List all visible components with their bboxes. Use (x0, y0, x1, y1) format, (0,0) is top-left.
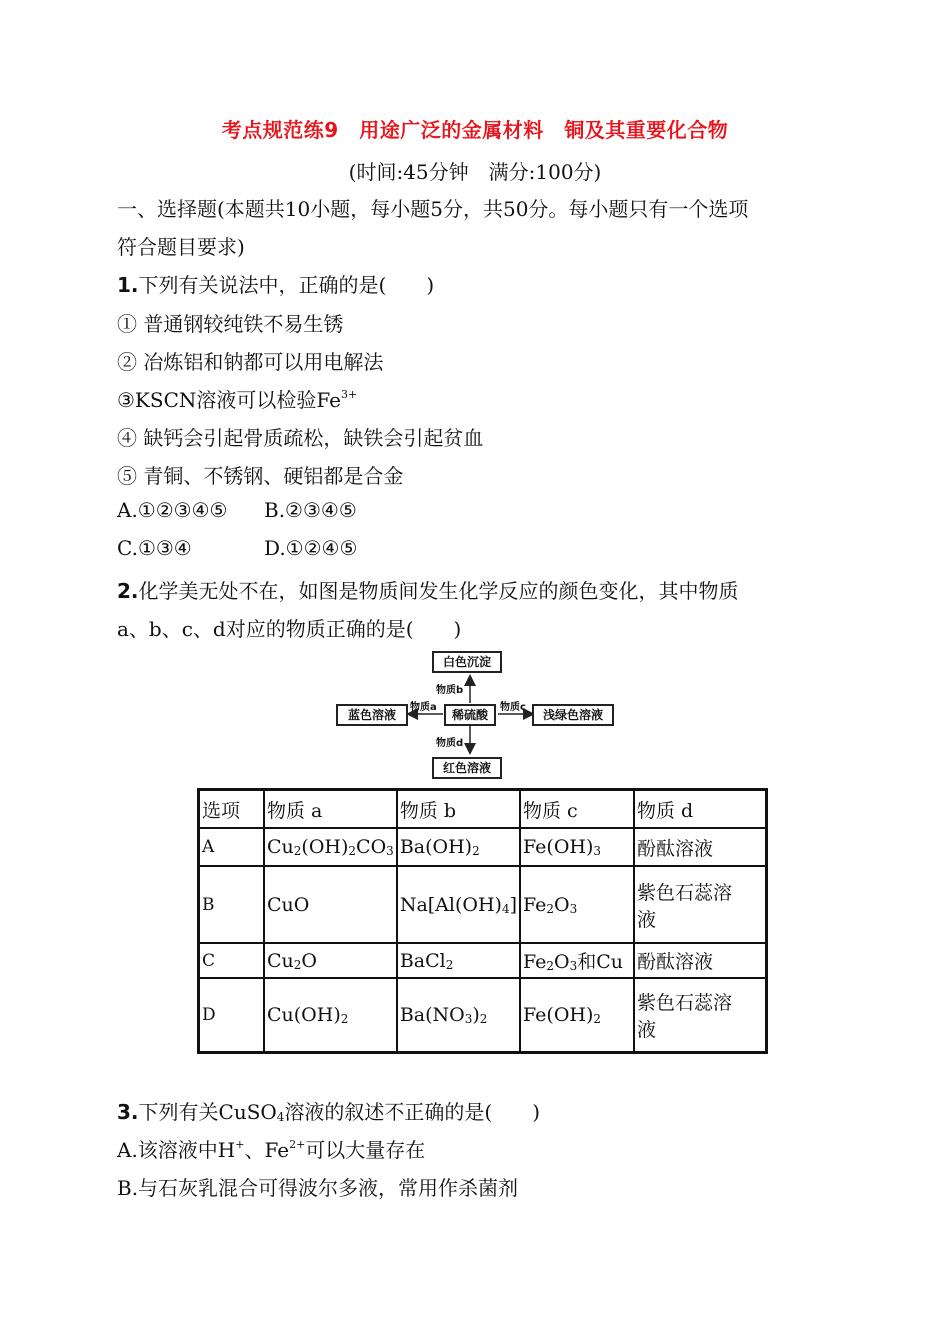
cell-formula: BaCl$_2$ (397, 943, 520, 978)
charge-superscript: + (235, 1138, 245, 1151)
cell-formula: $Cu_2(OH)_2CO_3$ (264, 828, 397, 866)
header-cell: 选项 (199, 790, 265, 829)
label-substance-b: 物质b (436, 685, 464, 696)
box-light-green-solution: 浅绿色溶液 (532, 704, 614, 726)
q1-item-4: ④ 缺钙会引起骨质疏松，缺铁会引起贫血 (117, 426, 484, 450)
cell-text-line: 液 (637, 908, 657, 931)
charge-superscript: 3+ (341, 388, 358, 401)
header-cell: 物质 a (264, 790, 397, 829)
box-blue-solution: 蓝色溶液 (336, 704, 408, 726)
cell-formula: $Cu_2O$ (264, 943, 397, 978)
cell-text-line: 液 (637, 1019, 657, 1041)
cell-text (634, 978, 767, 1053)
table-row (199, 943, 767, 978)
question-1-stem (117, 269, 434, 298)
question-number: 1. (117, 273, 139, 297)
section-heading-line2: 符合题目要求) (117, 235, 245, 259)
cell-formula: $Fe_2O_3$ (520, 866, 634, 943)
option-text: A.该溶液中H (117, 1138, 236, 1162)
box-red-solution: 红色溶液 (432, 757, 502, 779)
cell-text: 酚酞溶液 (634, 828, 767, 866)
q1-item-3 (117, 384, 357, 413)
table-row (199, 978, 767, 1053)
charge-superscript: 2+ (289, 1138, 306, 1151)
question-text: 溶液的叙述不正确的是( ) (284, 1100, 541, 1124)
table-header-row (199, 790, 767, 829)
header-cell: 物质 c (520, 790, 634, 829)
option-text: 、Fe (244, 1138, 290, 1162)
page-title: 考点规范练9 用途广泛的金属材料 铜及其重要化合物 (221, 118, 729, 142)
q3-option-b[interactable]: B.与石灰乳混合可得波尔多液，常用作杀菌剂 (117, 1176, 519, 1200)
q1-item-1: ① 普通钢较纯铁不易生锈 (117, 312, 344, 336)
option-letter: C (199, 943, 265, 978)
cell-formula: $Na[Al(OH)_4]$ (397, 866, 520, 943)
time-score-info: (时间:45分钟 满分:100分) (348, 160, 602, 184)
label-substance-a: 物质a (410, 702, 437, 713)
subscript: 4 (276, 1110, 285, 1124)
cell-formula: $Fe(OH)_2$ (520, 978, 634, 1053)
header-cell: 物质 b (397, 790, 520, 829)
table-row (199, 866, 767, 943)
option-letter: A (199, 828, 265, 866)
cell-formula: $Fe_2O_3$和Cu (520, 943, 634, 978)
options-table (197, 788, 768, 1054)
question-2-stem-line1 (117, 575, 739, 604)
question-text: 化学美无处不在，如图是物质间发生化学反应的颜色变化，其中物质 (138, 579, 739, 603)
option-letter: B (199, 866, 265, 943)
question-2-stem-line2: a、b、c、d对应的物质正确的是( ) (117, 617, 462, 641)
cell-formula: $Ba(OH)_2$ (397, 828, 520, 866)
box-white-precipitate: 白色沉淀 (432, 651, 502, 673)
q1-item-2: ② 冶炼铝和钠都可以用电解法 (117, 350, 384, 374)
box-dilute-sulfuric-acid: 稀硫酸 (444, 704, 496, 726)
table-row (199, 828, 767, 866)
header-cell: 物质 d (634, 790, 767, 829)
reaction-diagram (336, 648, 616, 778)
cell-formula: $Cu(OH)_2$ (264, 978, 397, 1053)
cell-formula: CuO (264, 866, 397, 943)
q3-option-a[interactable] (117, 1134, 425, 1163)
q1-option-c[interactable]: C.①③④ (117, 536, 192, 560)
label-substance-d: 物质d (436, 738, 464, 749)
cell-text: 酚酞溶液 (634, 943, 767, 978)
q1-item-3-text: ③KSCN溶液可以检验Fe (117, 388, 341, 412)
q1-item-5: ⑤ 青铜、不锈钢、硬铝都是合金 (117, 464, 404, 488)
question-text: 下列有关说法中，正确的是( ) (138, 273, 435, 297)
cell-text-line: 紫色石蕊溶 (637, 992, 733, 1014)
cell-text (634, 866, 767, 943)
label-substance-c: 物质c (500, 702, 526, 713)
question-number: 3. (117, 1100, 139, 1124)
question-3-stem (117, 1096, 540, 1125)
cell-text-line: 紫色石蕊溶 (637, 881, 733, 904)
cell-formula: $Fe(OH)_3$ (520, 828, 634, 866)
option-text: 可以大量存在 (305, 1138, 426, 1162)
option-letter: D (199, 978, 265, 1053)
q1-option-d[interactable]: D.①②④⑤ (264, 536, 358, 560)
cell-formula: $Ba(NO_3)_2$ (397, 978, 520, 1053)
q1-option-a[interactable]: A.①②③④⑤ (117, 498, 228, 522)
section-heading-line1: 一、选择题(本题共10小题，每小题5分，共50分。每小题只有一个选项 (117, 197, 749, 221)
question-text: 下列有关CuSO (138, 1100, 277, 1124)
question-number: 2. (117, 579, 139, 603)
q1-option-b[interactable]: B.②③④⑤ (264, 498, 357, 522)
